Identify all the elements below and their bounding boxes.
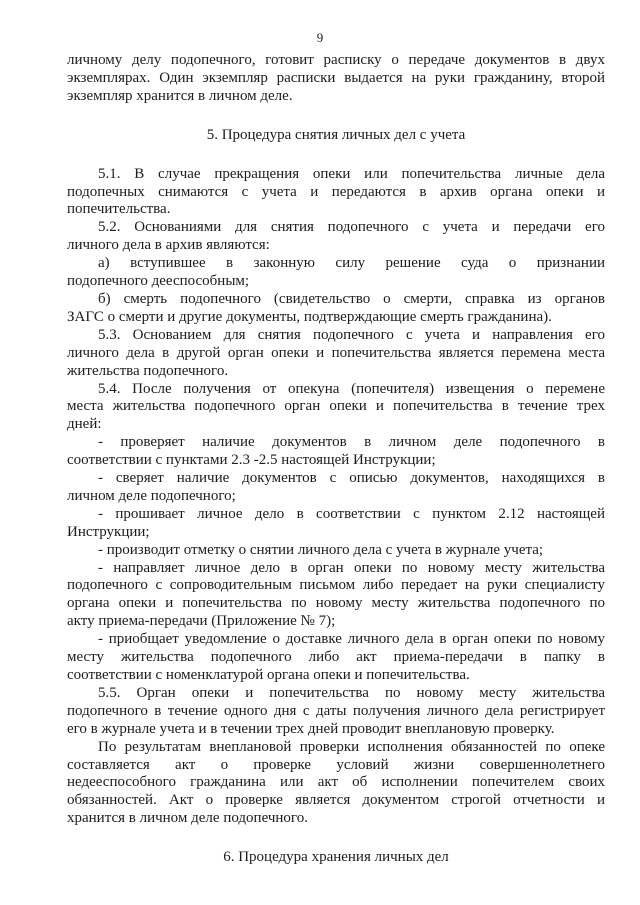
paragraph-5-5 [67,685,605,739]
paragraph-5-2-b [67,291,605,327]
text-line: жительства подопечного. [67,362,229,379]
paragraph-5-2 [67,219,605,255]
text-line: 5.4. После получения от опекуна (попечителя) извещения о перемене [98,380,605,397]
text-line: попечительства. [67,201,171,218]
text-line: - сверяет наличие документов с описью документов, находящихся в [98,470,605,487]
text-line: акту приема-передачи (Приложение № 7); [67,613,336,630]
text-line: 5.2. Основаниями для снятия подопечного с учета и передачи его [98,219,605,236]
text-line: подопечного в течение одного дня с даты получения личного дела регистрирует [67,702,605,719]
text-line: - прошивает личное дело в соответствии с пунктом 2.12 настоящей [98,505,605,522]
text-line: соответствии с пунктами 2.3 -2.5 настоящей Инструкции; [67,452,436,469]
text-line: Инструкции; [67,523,150,540]
paragraph-continuation [67,52,605,106]
text-line: а) вступившее в законную силу решение суда о признании [98,255,605,272]
text-line: экземплярах. Один экземпляр расписки выдается на руки гражданину, второй [67,69,605,86]
text-line: подопечных снимаются с учета и передаются в архив органа опеки и [67,183,605,200]
text-line: органа опеки и попечительства по новому месту жительства подопечного по [67,595,605,612]
text-line: хранится в личном деле подопечного. [67,810,308,827]
list-item-journal-mark [67,542,605,560]
text-line: места жительства подопечного орган опеки и попечительства в течение трех [67,398,605,415]
text-line: подопечного дееспособным; [67,273,250,290]
text-line: личного дела в другой орган опеки и попечительства является перемена места [67,344,605,361]
text-line: личном деле подопечного; [67,487,236,504]
text-line: личному делу подопечного, готовит расписку о передаче документов в двух [67,52,605,68]
list-item-attach-notice [67,631,605,685]
text-line: его в журнале учета и в течении трех дней проводит внеплановую проверку. [67,720,555,737]
text-line: - приобщает уведомление о доставке личного дела в орган опеки по новому [98,631,605,648]
text-line: подопечного с сопроводительным письмом либо передает на руки специалисту [67,577,605,594]
list-item-verify-inventory [67,470,605,506]
text-line: - проверяет наличие документов в личном деле подопечного в [98,434,605,451]
list-item-check-documents [67,434,605,470]
paragraph-5-1 [67,166,605,220]
text-line: 5.3. Основанием для снятия подопечного с учета и направления его [98,326,605,343]
text-line: дней: [67,416,102,433]
text-line: экземпляр хранится в личном деле. [67,87,293,104]
text-line: - производит отметку о снятии личного дела с учета в журнале учета; [98,541,544,558]
paragraph-5-2-a [67,255,605,291]
list-item-bind-file [67,506,605,542]
text-line: 5.1. В случае прекращения опеки или попечительства личные дела [98,165,605,182]
paragraph-inspection-results [67,739,605,829]
text-line: По результатам внеплановой проверки исполнения обязанностей по опеке [98,738,605,755]
text-line: месту жительства подопечного либо акт приема-передачи в папку в [67,649,605,666]
text-line: обязанностей. Акт о проверке является документом строгой отчетности и [67,792,605,809]
paragraph-5-4 [67,381,605,435]
text-line: недееспособного гражданина или акт об исполнении попечителем своих [67,774,605,791]
document-body [67,52,605,867]
section-5-heading: 5. Процедура снятия личных дел с учета [206,126,466,143]
text-line: 5.5. Орган опеки и попечительства по новому месту жительства [98,684,605,701]
section-6-heading: 6. Процедура хранения личных дел [223,849,449,866]
text-line: личного дела в архив являются: [67,237,270,254]
text-line: соответствии с номенклатурой органа опеки и попечительства. [67,667,470,683]
text-line: ЗАГС о смерти и другие документы, подтверждающие смерть гражданина). [67,308,552,325]
page-number: 9 [316,30,324,45]
paragraph-5-3 [67,327,605,381]
text-line: б) смерть подопечного (свидетельство о смерти, справка из органов [98,290,605,307]
text-line: - направляет личное дело в орган опеки по новому месту жительства [98,559,605,576]
text-line: составляется акт о проверке условий жизни совершеннолетнего [67,756,605,773]
list-item-send-file [67,560,605,632]
